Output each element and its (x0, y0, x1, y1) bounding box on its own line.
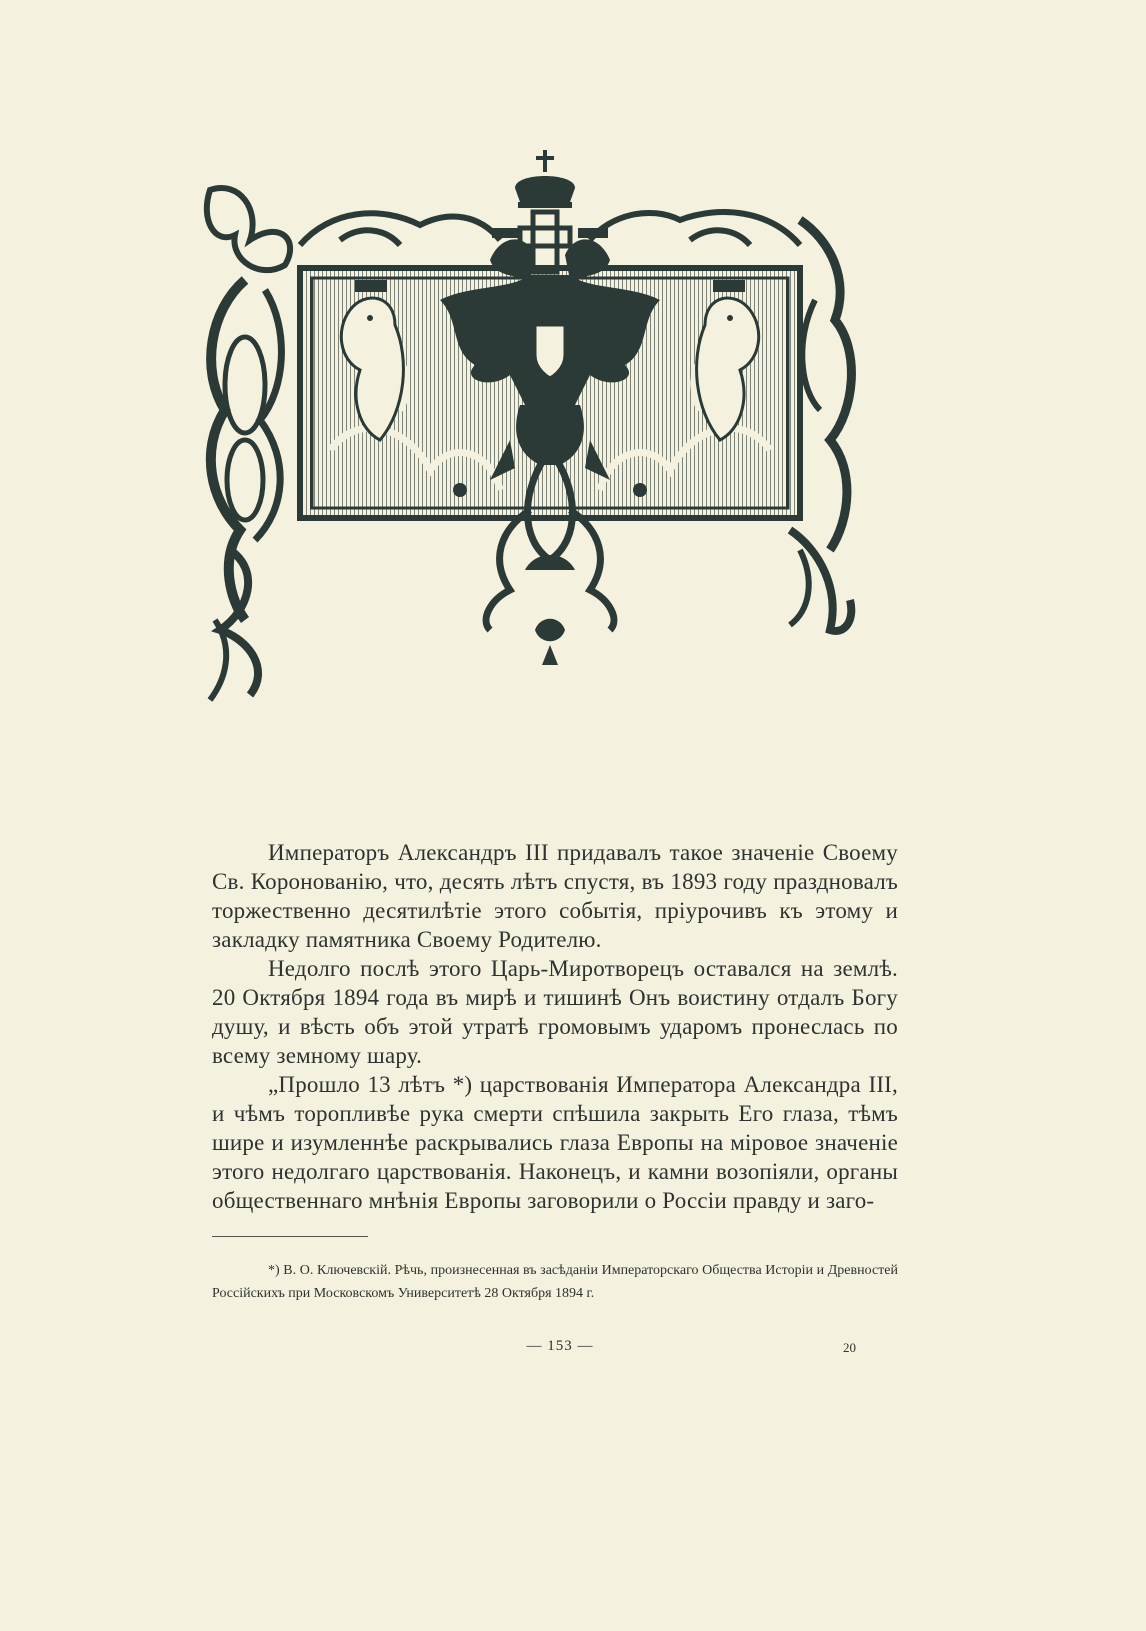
paragraph-coronation: Императоръ Александръ III придавалъ такое значеніе Своему Св. Коронованію, что, десять лѣтъ спустя, въ 1893 году праздновалъ торжественно десятилѣтіе этого событія, пріурочивъ къ этому и закладку памятника Своему Родителю. (212, 840, 898, 952)
footnote-separator (212, 1236, 368, 1237)
main-text (212, 838, 898, 1215)
paragraph-death: Недолго послѣ этого Царь-Миротворецъ оставался на землѣ. 20 Октября 1894 года въ мирѣ и тишинѣ Онъ воистину отдалъ Богу душу, и вѣсть объ этой утратѣ громовымъ ударомъ пронеслась по всему земному шару. (212, 956, 898, 1068)
paragraph-quote: „Прошло 13 лѣтъ *) царствованія Императора Александра III, и чѣмъ торопливѣе рука смерти спѣшила закрыть Его глаза, тѣмъ шире и изумленнѣе раскрывались глаза Европы на міровое значеніе этого недолгаго царствованія. Наконецъ, и камни возопіяли, органы общественнаго мнѣнія Европы заговорили о Россіи правду и заго- (212, 1072, 898, 1213)
footnote-text: *) В. О. Ключевскій. Рѣчь, произнесенная въ засѣданіи Императорскаго Общества Исторіи и Древностей Россійскихъ при Московскомъ Университетѣ 28 Октября 1894 г. (212, 1263, 898, 1301)
footnote (212, 1259, 898, 1305)
imperial-eagle-headpiece-icon (190, 150, 900, 730)
signature-mark: 20 (843, 1340, 856, 1355)
page-number: — 153 — (526, 1338, 594, 1354)
